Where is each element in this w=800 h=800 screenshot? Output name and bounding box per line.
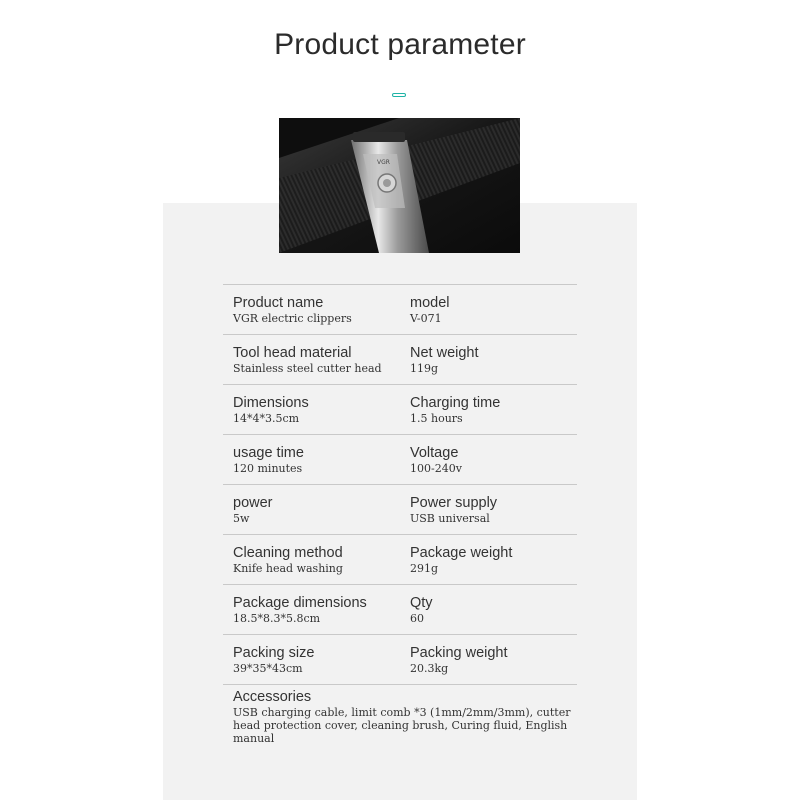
spec-label: Product name (233, 295, 324, 311)
spec-cell-left (233, 294, 403, 326)
spec-row (223, 384, 577, 434)
spec-cell-right (410, 394, 577, 426)
spec-cell-left (233, 494, 403, 526)
spec-value: VGR electric clippers (233, 312, 352, 325)
spec-row (223, 434, 577, 484)
product-photo (279, 118, 520, 253)
spec-label: Charging time (410, 395, 501, 411)
spec-label: model (410, 295, 450, 311)
spec-cell-left (233, 644, 403, 676)
spec-cell-right (410, 494, 577, 526)
accessories-row (223, 684, 577, 755)
spec-value: 39*35*43cm (233, 662, 303, 675)
spec-label: Packing size (233, 645, 315, 661)
accessories-cell (233, 688, 573, 745)
spec-cell-right (410, 644, 577, 676)
spec-label: Cleaning method (233, 545, 343, 561)
spec-label: Dimensions (233, 395, 309, 411)
spec-value: Knife head washing (233, 562, 343, 575)
spec-table (223, 284, 577, 755)
spec-value: Stainless steel cutter head (233, 362, 382, 375)
spec-cell-left (233, 544, 403, 576)
spec-label: Tool head material (233, 345, 352, 361)
spec-value: 14*4*3.5cm (233, 412, 300, 425)
page-title: Product parameter (274, 28, 526, 61)
spec-value: 1.5 hours (410, 412, 463, 425)
spec-label: Packing weight (410, 645, 508, 661)
spec-value: 100-240v (410, 462, 462, 475)
clipper-image (279, 118, 520, 253)
spec-row (223, 584, 577, 634)
accessories-label: Accessories (233, 689, 312, 705)
spec-value: 18.5*8.3*5.8cm (233, 612, 321, 625)
spec-label: Net weight (410, 345, 479, 361)
spec-cell-left (233, 444, 403, 476)
spec-value: V-071 (410, 312, 442, 325)
spec-value: 291g (410, 562, 439, 575)
spec-cell-left (233, 344, 403, 376)
spec-row (223, 484, 577, 534)
spec-label: Voltage (410, 445, 459, 461)
accessories-value: USB charging cable, limit comb *3 (1mm/2mm/3mm), cutter head protection cover, cleaning brush, Curing fluid, English manual (233, 706, 571, 745)
spec-cell-left (233, 394, 403, 426)
spec-label: Qty (410, 595, 433, 611)
spec-cell-left (233, 594, 403, 626)
spec-label: Power supply (410, 495, 498, 511)
spec-label: power (233, 495, 273, 511)
title-accent-pill (392, 93, 406, 97)
spec-value: 5w (233, 512, 250, 525)
spec-label: usage time (233, 445, 304, 461)
svg-text:VGR: VGR (377, 159, 390, 166)
spec-value: 60 (410, 612, 424, 625)
spec-row (223, 284, 577, 334)
spec-row (223, 634, 577, 684)
spec-row (223, 534, 577, 584)
spec-value: USB universal (410, 512, 490, 525)
spec-label: Package dimensions (233, 595, 367, 611)
spec-cell-right (410, 444, 577, 476)
spec-cell-right (410, 344, 577, 376)
spec-cell-right (410, 544, 577, 576)
spec-value: 119g (410, 362, 439, 375)
spec-label: Package weight (410, 545, 513, 561)
spec-cell-right (410, 294, 577, 326)
spec-cell-right (410, 594, 577, 626)
spec-row (223, 334, 577, 384)
spec-value: 20.3kg (410, 662, 449, 675)
spec-value: 120 minutes (233, 462, 303, 475)
